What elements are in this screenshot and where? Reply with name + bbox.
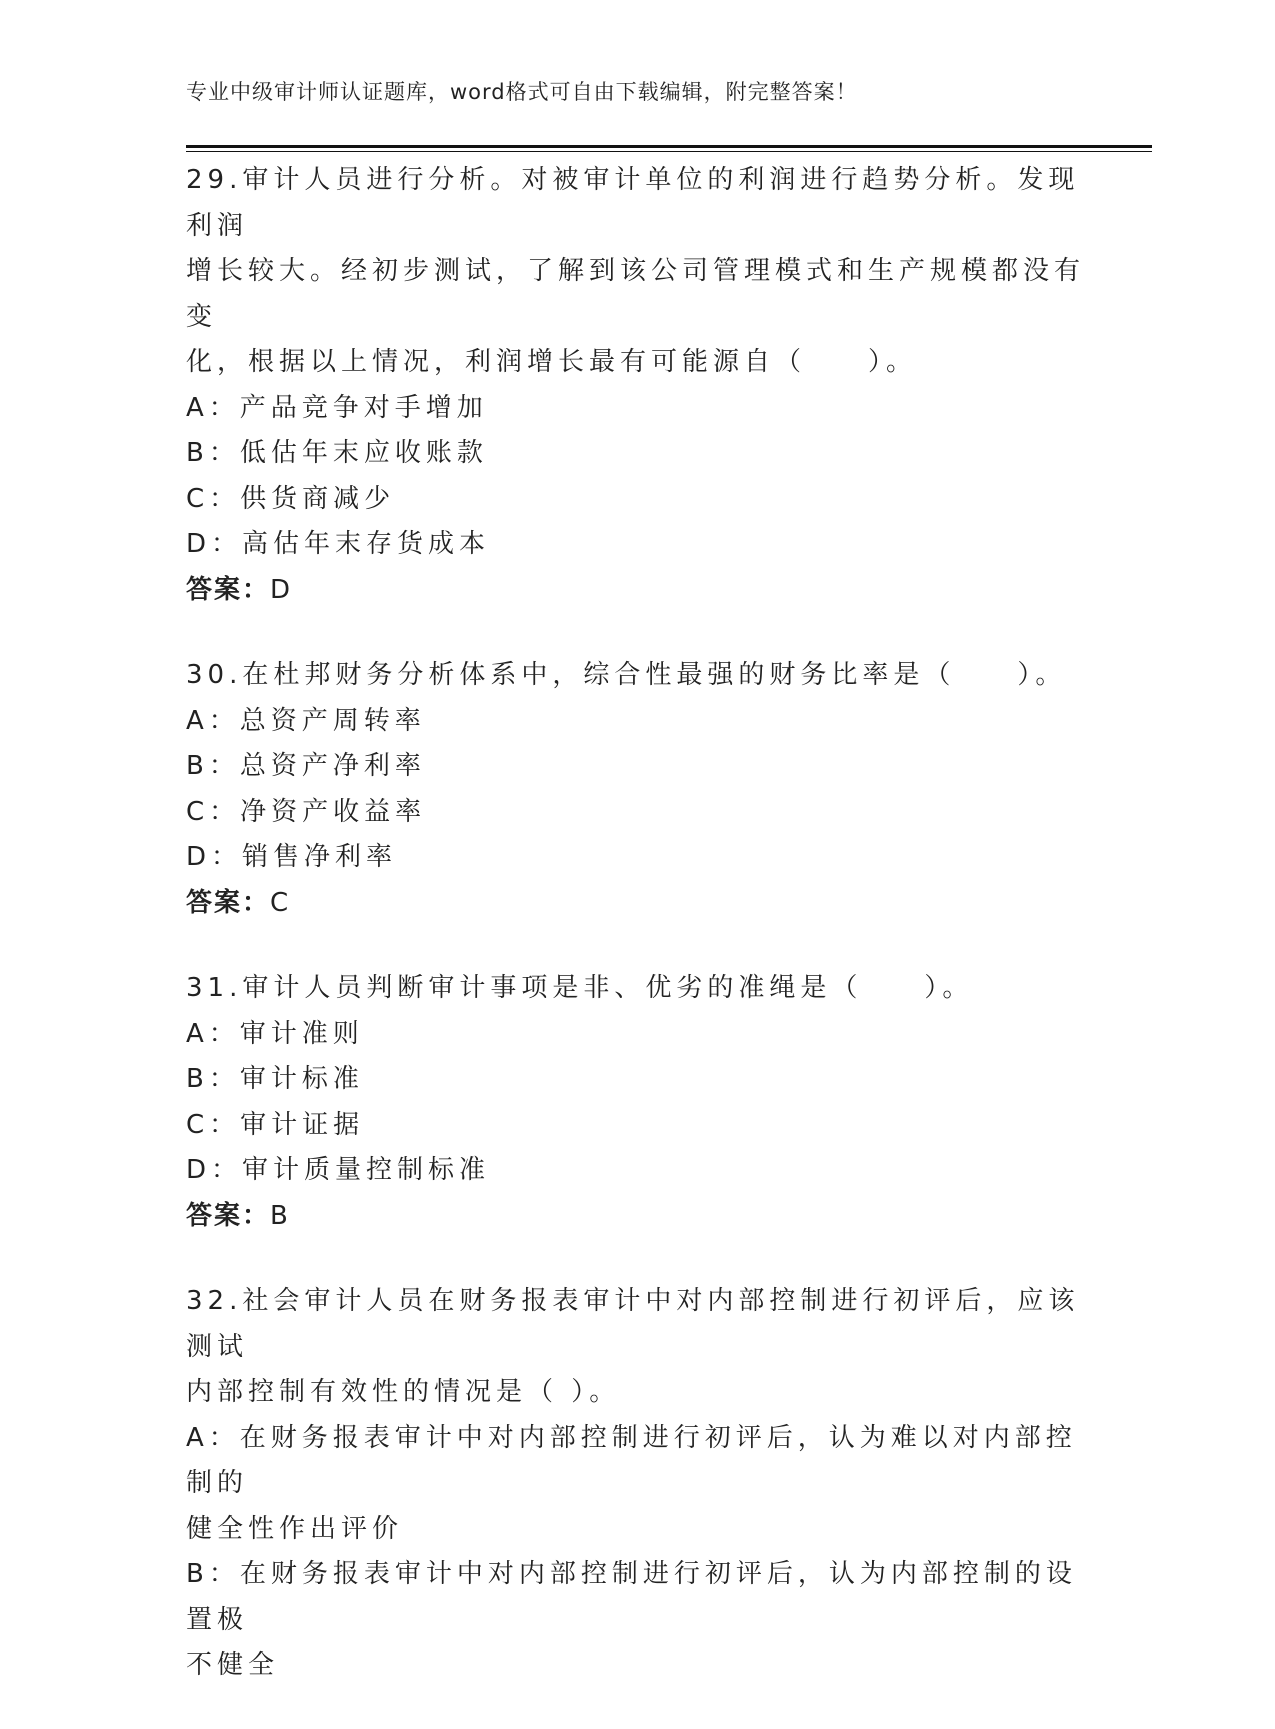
answer-line <box>186 568 1086 614</box>
question-stem-line: 29.审计人员进行分析。对被审计单位的利润进行趋势分析。发现利润 <box>186 165 1080 241</box>
answer-label: 答案： <box>186 1200 271 1231</box>
question-stem-line: 31.审计人员判断审计事项是非、优劣的准绳是（ ）。 <box>186 973 974 1003</box>
answer-value: B <box>270 1200 290 1231</box>
option-line: B：低估年末应收账款 <box>186 438 488 468</box>
header-rule-thin <box>186 151 1152 152</box>
option-line: B：审计标准 <box>186 1064 364 1094</box>
option-line: D：高估年末存货成本 <box>186 529 491 559</box>
question-stem-line: 30.在杜邦财务分析体系中，综合性最强的财务比率是（ ）。 <box>186 660 1067 690</box>
question-block <box>186 653 1086 926</box>
answer-value: C <box>270 887 291 918</box>
answer-value: D <box>270 574 293 605</box>
option-line: B：总资产净利率 <box>186 751 426 781</box>
option-line: B：在财务报表审计中对内部控制进行初评后，认为内部控制的设置极 <box>186 1559 1077 1635</box>
option-line: A：在财务报表审计中对内部控制进行初评后，认为难以对内部控制的 <box>186 1422 1077 1498</box>
option-line: D：审计质量控制标准 <box>186 1155 491 1185</box>
answer-line <box>186 1194 1086 1240</box>
question-block <box>186 966 1086 1239</box>
question-block <box>186 1279 1086 1689</box>
option-line: A：总资产周转率 <box>186 705 426 736</box>
option-line: C：净资产收益率 <box>186 796 427 827</box>
option-line: C：审计证据 <box>186 1109 365 1140</box>
option-line: 不健全 <box>186 1650 280 1680</box>
answer-line <box>186 881 1086 927</box>
answer-label: 答案： <box>186 887 271 918</box>
question-stem-line: 增长较大。经初步测试，了解到该公司管理模式和生产规模都没有变 <box>186 256 1086 332</box>
question-list <box>186 158 1086 1729</box>
header-rule-thick <box>186 145 1152 148</box>
question-stem-line: 32.社会审计人员在财务报表审计中对内部控制进行初评后，应该测试 <box>186 1286 1080 1362</box>
option-line: A：产品竞争对手增加 <box>186 392 488 423</box>
option-line: 健全性作出评价 <box>186 1513 404 1544</box>
option-line: C：供货商减少 <box>186 483 396 514</box>
option-line: A：审计准则 <box>186 1018 364 1049</box>
answer-label: 答案： <box>186 574 271 605</box>
option-line: D：销售净利率 <box>186 842 398 872</box>
page-header: 专业中级审计师认证题库，word格式可自由下载编辑，附完整答案！ <box>186 80 858 104</box>
question-stem-line: 化，根据以上情况，利润增长最有可能源自（ ）。 <box>186 347 918 377</box>
question-stem-line: 内部控制有效性的情况是（ ）。 <box>186 1377 621 1407</box>
question-block <box>186 158 1086 613</box>
